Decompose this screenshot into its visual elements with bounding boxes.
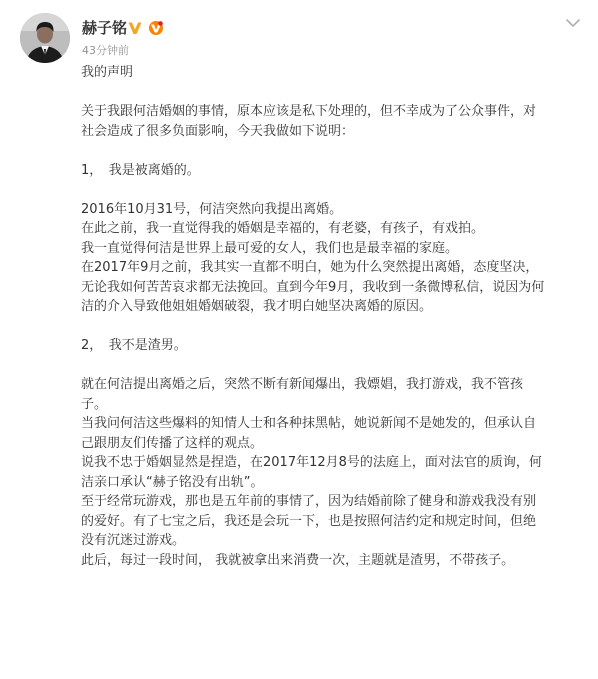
post-text-line: 的爱好。有了七宝之后，我还是会玩一下，也是按照何洁约定和规定时间，但绝 [81,513,537,529]
post-text-line: 1， 我是被离婚的。 [81,162,200,178]
vip-member-icon[interactable] [148,20,164,36]
post-text-line: 关于我跟何洁婚姻的事情，原本应该是私下处理的，但不幸成为了公众事件，对 [81,104,537,119]
post-text-line: 没有沉迷过游戏。 [81,533,186,548]
post-text-line: 2， 我不是渣男。 [81,338,187,353]
author-name[interactable]: 赫子铭 [82,19,128,37]
post-text-line: 我一直觉得何洁是世界上最可爱的女人，我们也是最幸福的家庭。 [81,240,459,256]
post-text-line: 社会造成了很多负面影响，今天我做如下说明： [81,123,355,139]
verified-v-icon[interactable] [127,20,143,36]
post-text-line: 当我问何洁这些爆料的知情人士和各种抹黑帖，她说新闻不是她发的，但承认自 [81,416,537,431]
paragraph-gap [81,317,581,337]
author-badges [127,19,169,37]
post-text-line: 2016年10月31号，何洁突然向我提出离婚。 [81,201,343,217]
post-text-line: 洁亲口承认“赫子铭没有出轨”。 [81,474,264,490]
paragraph-gap [81,141,581,161]
post-text-line: 子。 [81,396,108,412]
post-text-line: 无论我如何苦苦哀求都无法挽回。直到今年9月，我收到一条微博私信，说因为何 [81,279,545,295]
avatar[interactable] [20,13,70,63]
post-text-line: 至于经常玩游戏，那也是五年前的事情了，因为结婚前除了健身和游戏我没有别 [81,494,537,509]
post-body [81,63,581,570]
chevron-down-icon[interactable] [564,14,582,32]
paragraph-gap [81,356,581,376]
post-text-line: 此后，每过一段时间， 我就被拿出来消费一次，主题就是渣男，不带孩子。 [81,552,515,568]
avatar-photo [20,13,70,63]
post-title: 我的声明 [81,65,134,80]
post-text-line: 在2017年9月之前，我其实一直都不明白，她为什么突然提出离婚，态度坚决， [81,260,539,275]
post-timestamp[interactable]: 43分钟前 [82,44,129,57]
post-text-line: 说我不忠于婚姻显然是捏造，在2017年12月8号的法庭上，面对法官的质询，何 [81,455,542,470]
paragraph-gap [81,180,581,200]
post-text-line: 洁的介入导致他姐姐婚姻破裂，我才明白她坚决离婚的原因。 [81,299,433,314]
post-text-line: 就在何洁提出离婚之后，突然不断有新闻爆出，我嫖娼，我打游戏，我不管孩 [81,377,524,392]
post-text-line: 己跟朋友们传播了这样的观点。 [81,435,264,451]
post-text-line: 在此之前，我一直觉得我的婚姻是幸福的，有老婆，有孩子，有戏拍。 [81,221,485,236]
paragraph-gap [81,83,581,103]
